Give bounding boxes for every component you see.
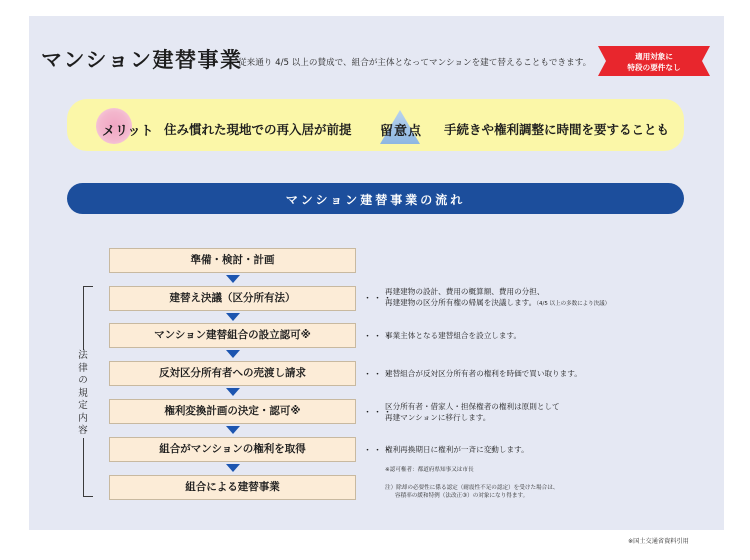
caution-label: 留意点 <box>380 124 423 139</box>
flow-step-preparation <box>109 248 356 273</box>
desc-rights-conversion <box>385 401 560 423</box>
desc-line <box>385 297 610 310</box>
note-line: 容積率の緩和特例（法改正③）の対象になり得ます。 <box>395 493 529 499</box>
desc-line: 再建建物の設計、費用の概算額、費用の分担、 <box>385 287 545 296</box>
desc-small-note: （4/5 以上の多数により決議） <box>536 301 611 307</box>
note-line: 注）除却の必要性に係る認定（耐震性不足の認定）を受けた場合は、 <box>385 485 559 491</box>
down-arrow-icon <box>226 426 240 434</box>
desc-resolution <box>385 286 610 310</box>
merit-text: 住み慣れた現地での再入居が前提 <box>164 122 352 137</box>
desc-line: 区分所有者・借家人・担保権者の権利は原則として <box>385 402 560 411</box>
down-arrow-icon <box>226 275 240 283</box>
page-title: マンション建替事業 <box>41 48 243 72</box>
flow-step-label: 建替え決議（区分所有法） <box>169 292 296 304</box>
caution-text: 手続きや権利調整に時間を要することも <box>444 122 670 137</box>
dots-connector: ・・・ <box>363 332 394 342</box>
flow-step-resolution <box>109 286 356 311</box>
badge-line-1: 適用対象に <box>635 52 673 61</box>
dots-connector: ・・・ <box>363 446 394 456</box>
desc-line: 再建マンションに移行します。 <box>385 413 491 422</box>
flow-title: マンション建替事業の流れ <box>285 193 466 207</box>
merit-label: メリット <box>102 124 154 139</box>
desc-rights-acquisition: 権利再換期日に権利が一斉に変動します。 <box>385 445 529 454</box>
source-citation: ※国土交通省資料引用 <box>628 538 689 545</box>
dots-connector: ・・・ <box>363 294 394 304</box>
flow-step-label: 組合による建替事業 <box>185 481 280 493</box>
down-arrow-icon <box>226 388 240 396</box>
flow-step-association <box>109 323 356 348</box>
down-arrow-icon <box>226 313 240 321</box>
legal-content-label: 法律の規定内容 <box>76 350 90 438</box>
dots-connector: ・・・ <box>363 408 394 418</box>
flow-step-rights-conversion <box>109 399 356 424</box>
requirement-badge <box>598 46 710 76</box>
dots-connector: ・・・ <box>363 370 394 380</box>
flow-step-reconstruction <box>109 475 356 500</box>
flow-step-label: マンション建替組合の設立認可※ <box>154 329 311 341</box>
flow-step-label: 組合がマンションの権利を取得 <box>159 443 306 455</box>
page-subtitle: 従来通り 4/5 以上の賛成で、組合が主体となってマンションを建て替えることもできます。 <box>238 58 592 68</box>
badge-text <box>598 51 710 73</box>
flow-step-label: 権利変換計画の決定・認可※ <box>164 405 301 417</box>
down-arrow-icon <box>226 350 240 358</box>
down-arrow-icon <box>226 464 240 472</box>
desc-association: 事業主体となる建替組合を設立します。 <box>385 331 522 340</box>
note-approval-authority: ※認可権者：都道府県知事又は市長 <box>385 467 474 473</box>
flow-step-label: 準備・検討・計画 <box>190 254 275 266</box>
desc-text: 再建建物の区分所有権の帰属を決議します。 <box>385 298 537 307</box>
flow-step-sale-request <box>109 361 356 386</box>
note-floor-area-ratio <box>385 484 558 500</box>
flow-step-rights-acquisition <box>109 437 356 462</box>
badge-line-2: 特段の要件なし <box>627 63 681 72</box>
flow-step-label: 反対区分所有者への売渡し請求 <box>159 367 306 379</box>
desc-sale-request: 建替組合が反対区分所有者の権利を時価で買い取ります。 <box>385 369 582 378</box>
